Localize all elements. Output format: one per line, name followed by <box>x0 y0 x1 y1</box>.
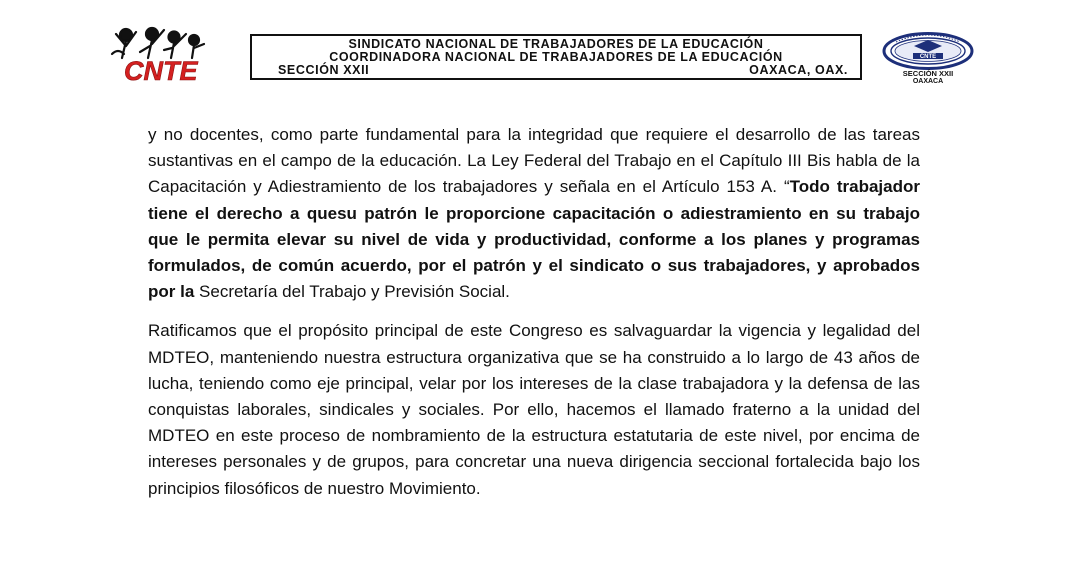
body-paragraph-2: Ratificamos que el propósito principal de este Congreso es salvaguardar la vigencia y legalidad del MDTEO, manteniendo nuestra estructura organizativa que se ha construido a lo largo de 43 años de lucha, teniendo como eje principal, velar por los intereses de la clase trabajadora y la defensa de las conquistas laborales, sindicales y sociales. Por ello, hacemos el llamado fraterno a la unidad del MDTEO en este proceso de nombramiento de la estructura estatutaria de este nivel, por encima de intereses personales y de grupos, para concretar una nueva dirigencia seccional fortalecida bajo los principios filosóficos de nuestro Movimiento. <box>148 321 920 498</box>
cnte-logo-text: CNTE <box>124 56 198 82</box>
union-title-box <box>250 34 862 80</box>
seccion-xxii-seal-icon <box>880 32 976 88</box>
paragraph-1-bold-quote: Todo trabajador tiene el derecho a quesu patrón le proporcione capacitación o adiestramiento en su trabajo que le permita elevar su nivel de vida y productividad, conforme a los planes y programas formulados, de común acuerdo, por el patrón y el sindicato o sus trabajadores, y aprobados por la <box>148 177 920 302</box>
paragraph-1-text-start: y no docentes, como parte fundamental para la integridad que requiere el desarrollo de las tareas sustantivas en el campo de la educación. La Ley Federal del Trabajo en el Capítulo III Bis habla de la Capacitación y Adiestramiento de los trabajadores y señala en el Artículo 153 A. “ <box>148 125 920 197</box>
seal-label-section: SECCIÓN XXII <box>902 69 954 78</box>
section-line <box>256 64 856 77</box>
body-paragraph-1 <box>148 122 920 305</box>
section-name: SECCIÓN XXII <box>278 63 370 77</box>
section-city: OAXACA, OAX. <box>749 63 848 77</box>
seal-label-city: OAXACA <box>912 78 944 85</box>
union-title-line-1: SINDICATO NACIONAL DE TRABAJADORES DE LA EDUCACIÓN <box>348 37 764 51</box>
cnte-logo-icon <box>108 24 238 82</box>
seal-text: CNTE <box>919 54 937 60</box>
paragraph-1-text-end: Secretaría del Trabajo y Previsión Social. <box>194 282 510 302</box>
document-header <box>0 0 1068 100</box>
document-body <box>148 122 920 502</box>
union-title-line-2: COORDINADORA NACIONAL DE TRABAJADORES DE LA EDUCACIÓN <box>329 50 783 64</box>
